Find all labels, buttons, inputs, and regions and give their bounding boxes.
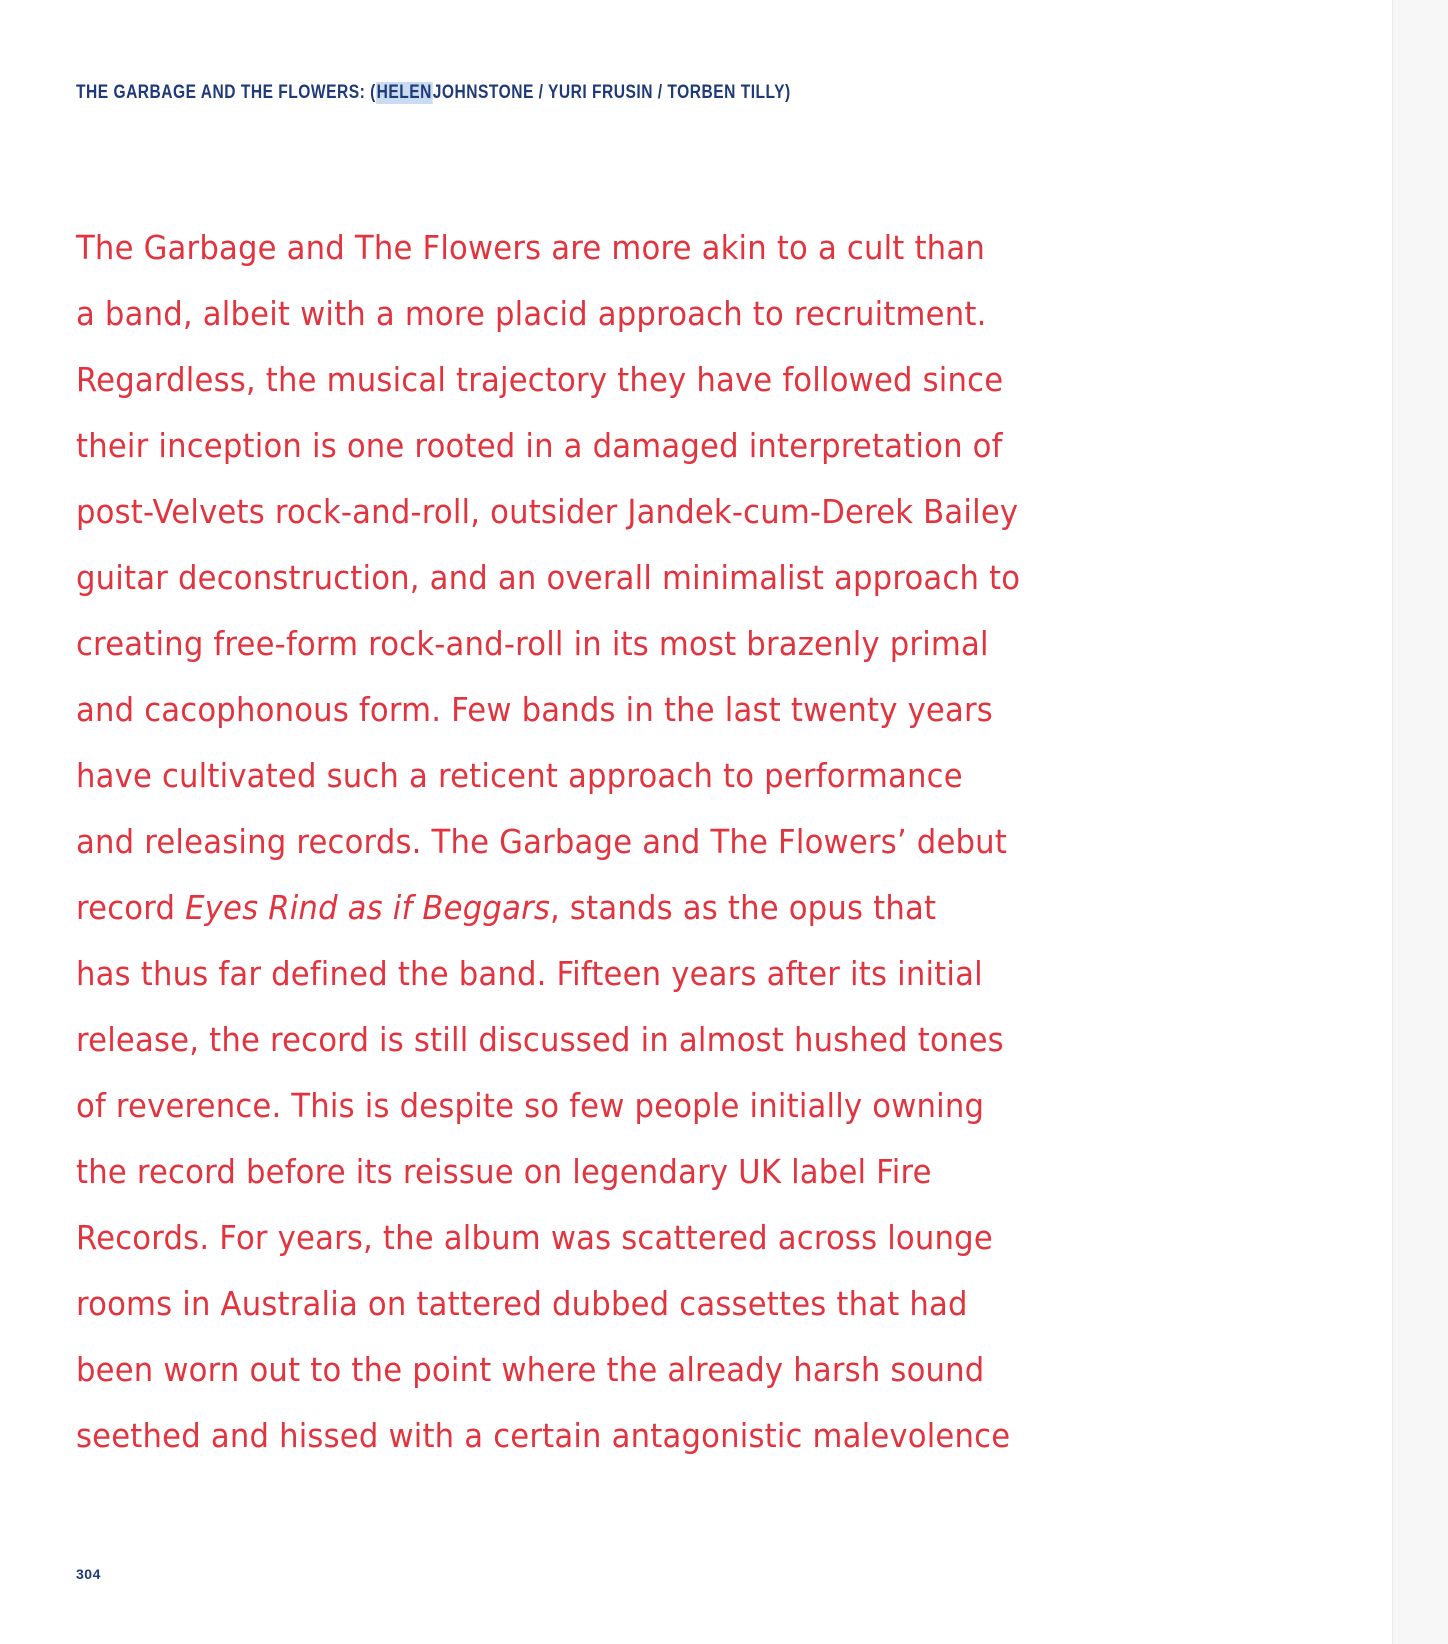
text-line-11 [76, 875, 1192, 941]
text-line-3: Regardless, the musical trajectory they have followed since [76, 360, 1004, 399]
text-line-18: been worn out to the point where the already harsh sound [76, 1350, 985, 1389]
text-line-2: a band, albeit with a more placid approach to recruitment. [76, 294, 987, 333]
body-paragraph [76, 215, 1276, 1469]
text-line-6: guitar deconstruction, and an overall minimalist approach to [76, 558, 1021, 597]
text-line-4: their inception is one rooted in a damaged interpretation of [76, 426, 1003, 465]
selected-text-highlight[interactable]: HELEN [376, 82, 432, 103]
text-line-15: the record before its reissue on legendary UK label Fire [76, 1152, 932, 1191]
text-line-14: of reverence. This is despite so few people initially owning [76, 1086, 985, 1125]
text-line-7: creating free-form rock-and-roll in its most brazenly primal [76, 624, 989, 663]
viewer-gutter [1392, 0, 1448, 1644]
text-line-11-start: record [76, 888, 186, 927]
text-line-5: post-Velvets rock-and-roll, outsider Jandek-cum-Derek Bailey [76, 492, 1019, 531]
text-line-12: has thus far defined the band. Fifteen years after its initial [76, 954, 983, 993]
text-line-8: and cacophonous form. Few bands in the last twenty years [76, 690, 993, 729]
text-line-1: The Garbage and The Flowers are more akin to a cult than [76, 228, 985, 267]
running-head-suffix: JOHNSTONE / YURI FRUSIN / TORBEN TILLY) [432, 82, 791, 103]
text-line-13: release, the record is still discussed in almost hushed tones [76, 1020, 1004, 1059]
text-line-16: Records. For years, the album was scattered across lounge [76, 1218, 993, 1257]
text-line-17: rooms in Australia on tattered dubbed cassettes that had [76, 1284, 968, 1323]
text-line-19: seethed and hissed with a certain antagonistic malevolence [76, 1416, 1011, 1455]
text-line-9: have cultivated such a reticent approach to performance [76, 756, 963, 795]
text-line-10: and releasing records. The Garbage and The Flowers’ debut [76, 822, 1008, 861]
text-line-11-end: , stands as the opus that [550, 888, 937, 927]
album-title: Eyes Rind as if Beggars [185, 888, 551, 927]
running-head [76, 78, 791, 108]
page-number: 304 [76, 1566, 101, 1582]
running-head-prefix: THE GARBAGE AND THE FLOWERS: ( [76, 82, 376, 103]
